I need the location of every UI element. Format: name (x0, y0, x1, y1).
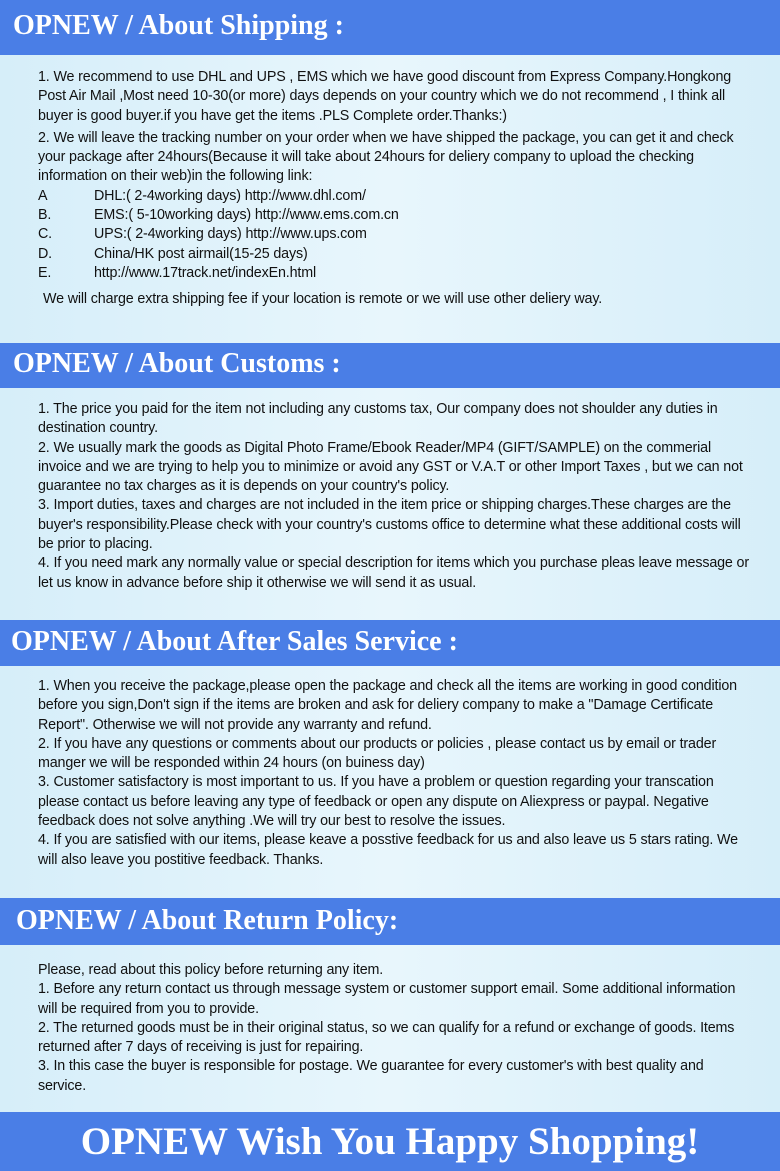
customs-text (38, 400, 753, 593)
after-sales-item-1: 1. When you receive the package,please open the package and check all the items are working in good condition before you sign,Don't sign if the items are broken and ask for deliery company to make a "Damage Certificate Report". Otherwise we will not provide any warranty and refund. (38, 678, 737, 733)
after-sales-text (38, 677, 753, 870)
returns-title: OPNEW / About Return Policy: (16, 905, 399, 936)
shipping-link-row (38, 206, 753, 225)
returns-item-2: 2. The returned goods must be in their original status, so we can qualify for a refund or exchange of goods. Items returned after 7 days of receiving is just for repairing. (38, 1019, 735, 1056)
after-sales-header (0, 620, 780, 666)
customs-item-2: 2. We usually mark the goods as Digital Photo Frame/Ebook Reader/MP4 (GIFT/SAMPLE) on the commerial invoice and we are trying to help you to minimize or avoid any GST or V.A.T or other Import Taxes , but we can not guarantee no tax charges as it is depends on your country's policy. (38, 439, 743, 495)
footer-banner (0, 1112, 780, 1171)
customs-item-1: 1. The price you paid for the item not including any customs tax, Our company does not shoulder any duties in destination country. (38, 401, 718, 437)
shipping-link-row (38, 225, 753, 244)
shipping-header (0, 0, 780, 55)
link-key: E. (38, 264, 52, 281)
after-sales-item-2: 2. If you have any questions or comments about our products or policies , please contact us by email or trader manger we will be responded within 24 hours (on buiness day) (38, 735, 717, 772)
shipping-link-row (38, 264, 753, 283)
returns-item-3: 3. In this case the buyer is responsible for postage. We guarantee for every customer's with best quality and service. (38, 1058, 704, 1094)
shipping-panel (0, 55, 780, 343)
shipping-link-row (38, 187, 753, 206)
after-sales-item-4: 4. If you are satisfied with our items, please keave a posstive feedback for us and also leave us 5 stars rating. We will also leave you postitive feedback. Thanks. (38, 832, 738, 868)
returns-item-1: 1. Before any return contact us through message system or customer support email. Some additional information will be required from you to provide. (38, 981, 736, 1017)
customs-panel (0, 388, 780, 620)
link-text: EMS:( 5-10working days) http://www.ems.com.cn (94, 207, 399, 224)
shipping-paragraph-1: 1. We recommend to use DHL and UPS , EMS which we have good discount from Express Company.Hongkong Post Air Mail ,Most need 10-30(or more) days depends on your country which we do not recommend , I think all buyer is good buyer.if you have get the items .PLS Complete order.Thanks:) (38, 69, 732, 124)
customs-item-3: 3. Import duties, taxes and charges are not included in the item price or shipping charges.These charges are the buyer's responsibility.Please check with your country's customs office to determine what these additional costs will be prior to placing. (38, 497, 741, 553)
link-key: B. (38, 207, 52, 224)
shipping-note: We will charge extra shipping fee if your location is remote or we will use other deliery way. (43, 291, 603, 308)
after-sales-item-3: 3. Customer satisfactory is most important to us. If you have a problem or question regarding your transcation please contact us before leaving any type of feedback or open any dispute on Aliexpress or paypal. Negative feedback does not solve anything .We will try our best to resolve the issues. (38, 774, 714, 830)
link-text: DHL:( 2-4working days) http://www.dhl.com/ (94, 187, 366, 204)
link-text: UPS:( 2-4working days) http://www.ups.com (94, 226, 367, 243)
shipping-link-row (38, 245, 753, 264)
link-key: D. (38, 245, 52, 262)
returns-panel (0, 945, 780, 1112)
returns-header (0, 898, 780, 945)
shipping-title: OPNEW / About Shipping : (13, 10, 344, 41)
after-sales-panel (0, 666, 780, 898)
customs-item-4: 4. If you need mark any normally value or special description for items which you purchase pleas leave message or let us know in advance before ship it otherwise we will send it as usual. (38, 555, 749, 591)
returns-intro: Please, read about this policy before returning any item. (38, 962, 384, 978)
customs-header (0, 343, 780, 388)
shipping-paragraph-2: 2. We will leave the tracking number on your order when we have shipped the package, you can get it and check your package after 24hours(Because it will take about 24hours for deliery company to upload the checking information on their web)in the following link: (38, 129, 734, 185)
link-text: http://www.17track.net/indexEn.html (94, 264, 317, 281)
link-text: China/HK post airmail(15-25 days) (94, 245, 308, 262)
shipping-text (38, 68, 753, 310)
after-sales-title: OPNEW / About After Sales Service : (11, 626, 458, 657)
returns-text (38, 961, 753, 1096)
customs-title: OPNEW / About Customs : (13, 348, 341, 379)
link-key: C. (38, 226, 52, 243)
footer-text: OPNEW Wish You Happy Shopping! (80, 1120, 700, 1163)
link-key: A (38, 187, 48, 204)
